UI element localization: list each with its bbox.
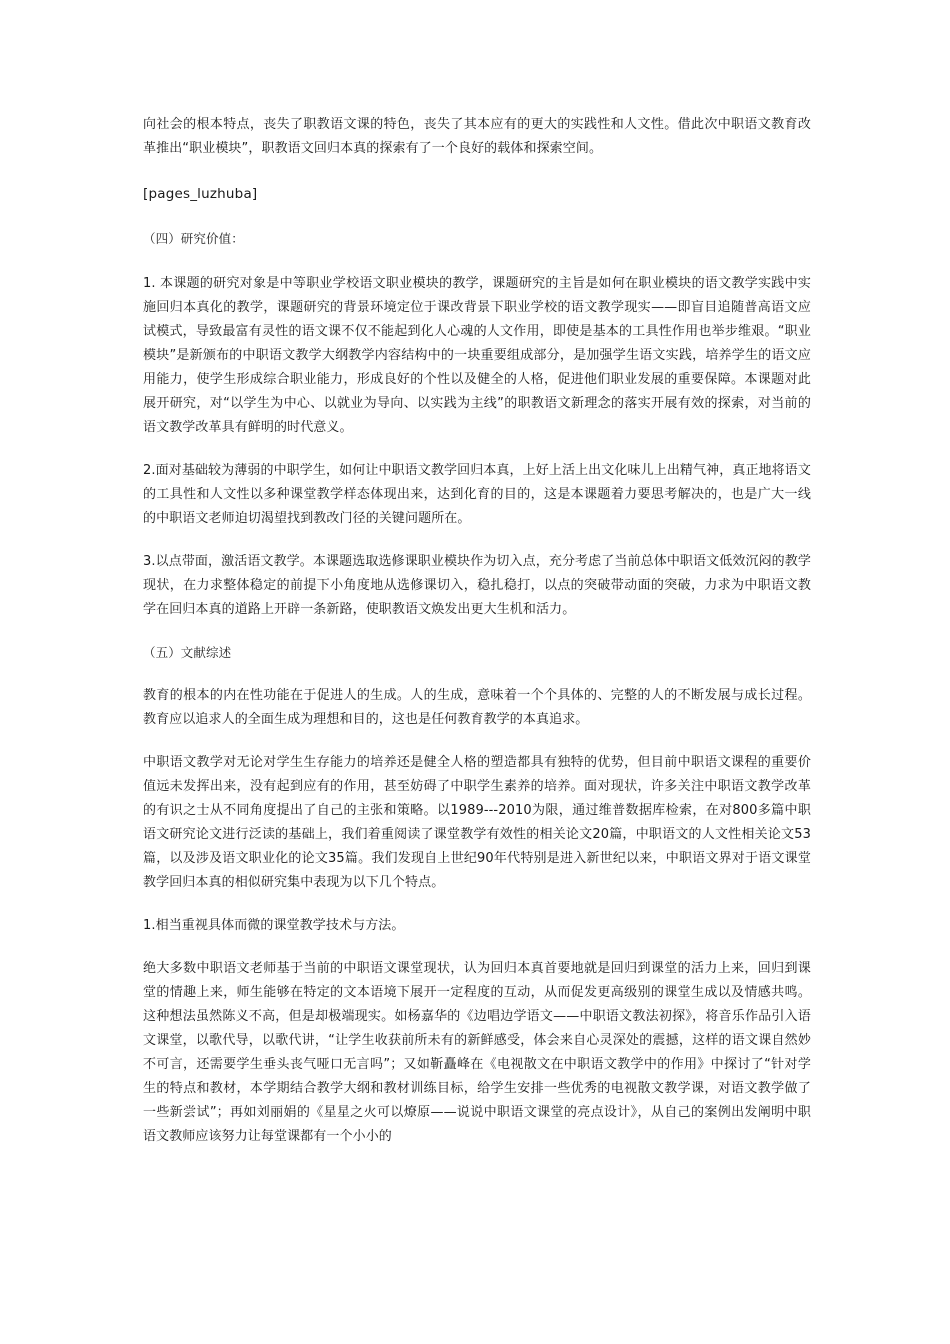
document-page xyxy=(143,113,811,1149)
paragraph-value-1: 1. 本课题的研究对象是中等职业学校语文职业模块的教学，课题研究的主旨是如何在职业模块的语文教学实践中实施回归本真化的教学，课题研究的背景环境定位于课改背景下职业学校的语文教学现实——即盲目追随普高语文应试模式，导致最富有灵性的语文课不仅不能起到化人心魂的人文作用，即使是基本的工具性作用也举步维艰。“职业模块”是新颁布的中职语文教学大纲教学内容结构中的一块重要组成部分，是加强学生语文实践，培养学生的语文应用能力，使学生形成综合职业能力，形成良好的个性以及健全的人格，促进他们职业发展的重要保障。本课题对此展开研究，对“以学生为中心、以就业为导向、以实践为主线”的职教语文新理念的落实开展有效的探索，对当前的语文教学改革具有鲜明的时代意义。 xyxy=(143,276,811,435)
pages-tag: [pages_luzhuba] xyxy=(143,186,258,202)
section-heading-research-value: （四）研究价值： xyxy=(143,231,244,246)
paragraph-literature-1: 教育的根本的内在性功能在于促进人的生成。人的生成，意味着一个个具体的、完整的人的不断发展与成长过程。教育应以追求人的全面生成为理想和目的，这也是任何教育教学的本真追求。 xyxy=(143,688,811,727)
paragraph-feature-1-body: 绝大多数中职语文老师基于当前的中职语文课堂现状，认为回归本真首要地就是回归到课堂的活力上来，回归到课堂的情趣上来，师生能够在特定的文本语境下展开一定程度的互动，从而促发更高级别的课堂生成以及情感共鸣。这种想法虽然陈义不高，但是却极端现实。如杨嘉华的《边唱边学语文——中职语文教法初探》，将音乐作品引入语文课堂，以歌代导，以歌代讲，“让学生收获前所未有的新鲜感受，体会来自心灵深处的震撼，这样的语文课自然妙不可言，还需要学生垂头丧气哑口无言吗”；又如靳矗峰在《电视散文在中职语文教学中的作用》中探讨了“针对学生的特点和教材，本学期结合教学大纲和教材训练目标，给学生安排一些优秀的电视散文教学课，对语文教学做了一些新尝试”；再如刘丽娟的《星星之火可以燎原——说说中职语文课堂的亮点设计》，从自己的案例出发阐明中职语文教师应该努力让每堂课都有一个小小的 xyxy=(143,961,811,1144)
section-heading-literature-review: （五）文献综述 xyxy=(143,645,232,660)
paragraph-literature-2: 中职语文教学对无论对学生生存能力的培养还是健全人格的塑造都具有独特的优势，但目前中职语文课程的重要价值远未发挥出来，没有起到应有的作用，甚至妨碍了中职学生素养的培养。面对现状，许多关注中职语文教学改革的有识之士从不同角度提出了自己的主张和策略。以1989---2010为限，通过维普数据库检索，在对800多篇中职语文研究论文进行泛读的基础上，我们着重阅读了课堂教学有效性的相关论文20篇，中职语文的人文性相关论文53篇，以及涉及语文职业化的论文35篇。我们发现自上世纪90年代特别是进入新世纪以来，中职语文界对于语文课堂教学回归本真的相似研究集中表现为以下几个特点。 xyxy=(143,755,811,890)
paragraph-value-3: 3.以点带面，激活语文教学。本课题选取选修课职业模块作为切入点，充分考虑了当前总体中职语文低效沉闷的教学现状，在力求整体稳定的前提下小角度地从选修课切入，稳扎稳打，以点的突破带动面的突破，力求为中职语文教学在回归本真的道路上开辟一条新路，使职教语文焕发出更大生机和活力。 xyxy=(143,554,811,617)
paragraph-value-2: 2.面对基础较为薄弱的中职学生，如何让中职语文教学回归本真，上好上活上出文化味儿上出精气神，真正地将语文的工具性和人文性以多种课堂教学样态体现出来，达到化育的目的，这是本课题着力要思考解决的，也是广大一线的中职语文老师迫切渴望找到教改门径的关键问题所在。 xyxy=(143,463,811,526)
paragraph-intro-continuation: 向社会的根本特点，丧失了职教语文课的特色，丧失了其本应有的更大的实践性和人文性。借此次中职语文教育改革推出“职业模块”，职教语文回归本真的探索有了一个良好的载体和探索空间。 xyxy=(143,117,811,156)
paragraph-feature-heading-1: 1.相当重视具体而微的课堂教学技术与方法。 xyxy=(143,918,405,933)
